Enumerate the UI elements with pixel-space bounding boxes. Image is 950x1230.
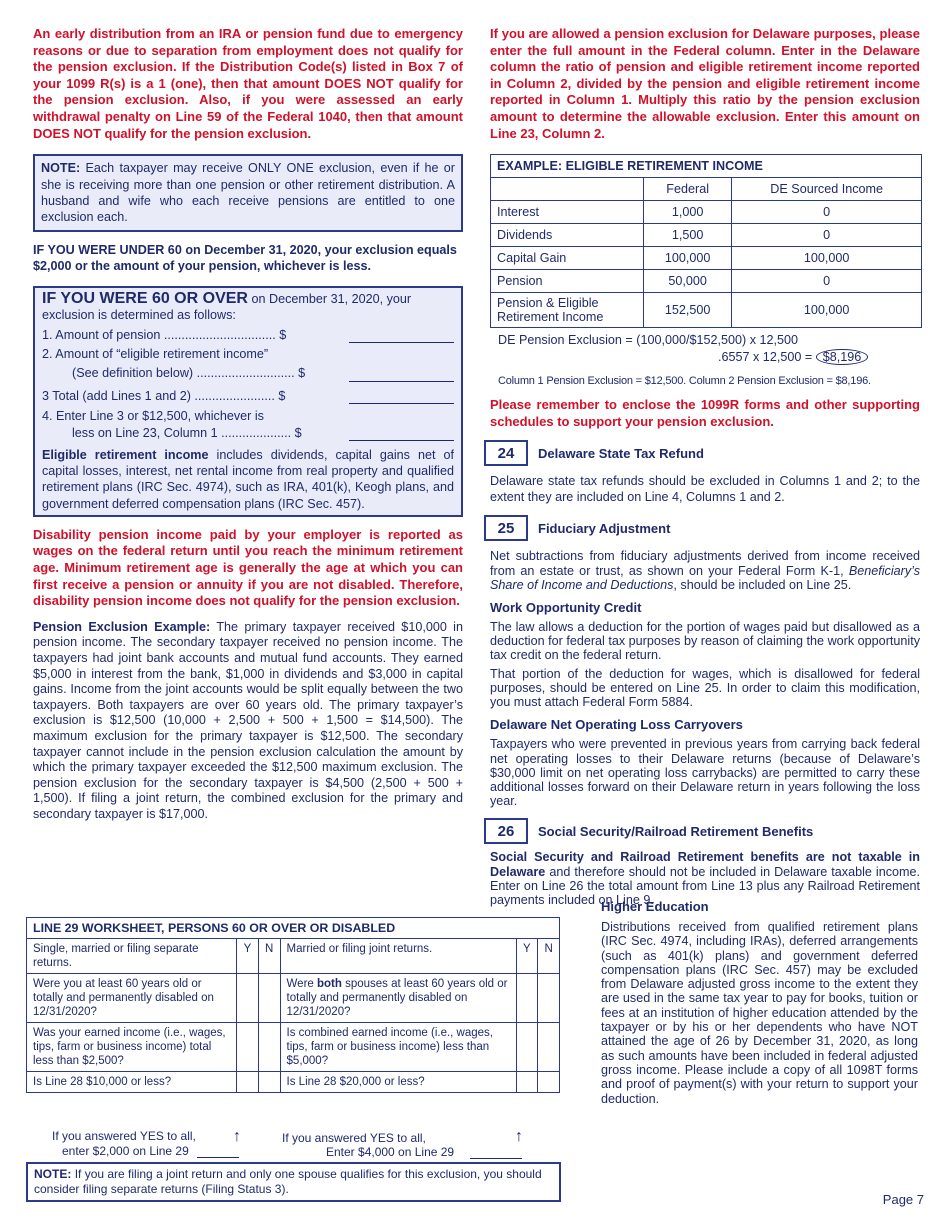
- checkbox-y[interactable]: [237, 1023, 259, 1072]
- line-4-label-b: less on Line 23, Column 1 .................... $: [72, 425, 302, 440]
- line-2-entry[interactable]: [349, 367, 454, 382]
- table-row: [491, 178, 922, 201]
- answer-joint-a: If you answered YES to all,: [282, 1131, 426, 1145]
- eligible-retirement-definition: [42, 447, 454, 512]
- worksheet-table: [26, 917, 560, 1093]
- woc-text-1: The law allows a deduction for the portion of wages paid but disallowed as a deduction for federal tax purposes by reason of claiming the work opportunity tax credit on the federal return.: [490, 620, 920, 663]
- s25-text-a: Net subtractions from fiduciary adjustments derived from income received from an estate or trust, as shown on your Federal Form K-1,: [490, 549, 920, 578]
- s26-text: and therefore should not be included in Delaware taxable income. Enter on Line 26 the total amount from Line 13 plus any Railroad Retirement payments included on Line 9.: [490, 864, 920, 907]
- disability-pension-warning: Disability pension income paid by your employer is reported as wages on the federal return until you reach the minimum retirement age. Minimum retirement age is generally the age at which you can first receive a pension or annuity if you are not disabled. Therefore, disability pension income does not qualify for the pension exclusion.: [33, 526, 463, 609]
- page-number: Page 7: [882, 1192, 924, 1207]
- under-60-rule: IF YOU WERE UNDER 60 on December 31, 2020, your exclusion equals $2,000 or the amount of your pension, whichever is less.: [33, 242, 457, 273]
- section-24-header: [490, 440, 920, 466]
- federal-header: Federal: [644, 178, 732, 201]
- row-label: Pension & Eligible Retirement Income: [491, 293, 644, 328]
- one-exclusion-note: [33, 154, 463, 232]
- s26-bold: Social Security and Railroad Retirement benefits are not taxable in Delaware: [490, 850, 920, 879]
- example-label: Pension Exclusion Example:: [33, 619, 211, 634]
- table-row: [491, 201, 922, 224]
- joint-header: Married or filing joint returns.: [280, 939, 516, 974]
- federal-value: 1,500: [644, 224, 732, 247]
- calc-result: $8,196: [816, 349, 869, 365]
- checkbox-y[interactable]: [516, 1072, 538, 1093]
- nol-title: Delaware Net Operating Loss Carryovers: [490, 717, 743, 733]
- section-24-text: Delaware state tax refunds should be excluded in Columns 1 and 2; to the extent they are included on Line 4, Columns 1 and 2.: [490, 474, 920, 504]
- de-value: 100,000: [732, 293, 922, 328]
- de-value: 0: [732, 270, 922, 293]
- checkbox-y[interactable]: [237, 974, 259, 1023]
- note-text: Each taxpayer may receive ONLY ONE exclusion, even if he or she is receiving more than one pension or other retirement distribution. A husband and wife who each receive pensions are entitled to one exclusion each.: [41, 161, 456, 225]
- higher-education-text: Distributions received from qualified retirement plans (IRC Sec. 4974, including IRAs), deferred arrangements (such as 401(k) plans) and government deferred compensation plans (IRC Sec. 457) may be excluded from Delaware adjusted gross income to the extent they are used in the same tax year to pay for books, tuition or fees at an institution of higher education attended by the taxpayer or by his or her dependents who have NOT attained the age of 26 by December 31, 2020, as long as such amounts have been included in federal adjusted gross income. Please include a copy of all 1098T forms and proof of payment(s) with your return to support your deduction.: [601, 920, 918, 1106]
- federal-value: 152,500: [644, 293, 732, 328]
- note-text: If you are filing a joint return and only one spouse qualifies for this exclusion, you should consider filing separate returns (Filing Status 3).: [34, 1167, 542, 1196]
- eri-text: includes dividends, capital gains net of capital losses, interest, net rental income from real property and qualified retirement plans (IRC Sec. 4974), such as IRA, 401(k), Keogh plans, and government deferred compensation plans (IRC Sec. 457).: [42, 448, 455, 511]
- up-arrow-icon: ↑: [515, 1128, 523, 1145]
- empty-header: [491, 178, 644, 201]
- federal-value: 100,000: [644, 247, 732, 270]
- joint-return-note: [26, 1162, 561, 1202]
- answer-single-b: enter $2,000 on Line 29: [62, 1144, 189, 1158]
- delaware-exclusion-instructions: If you are allowed a pension exclusion for Delaware purposes, please enter the full amount in the Federal column. Enter in the Delaware column the ratio of pension and eligible retirement income reported in Column 2, divided by the pension and eligible retirement income reported in Column 1. Multiply this ratio by the pension exclusion amount to determine the allowable exclusion. Enter this amount on Line 23, Column 2.: [490, 26, 920, 141]
- woc-title: Work Opportunity Credit: [490, 600, 642, 616]
- note-label: NOTE:: [41, 161, 81, 176]
- checkbox-n[interactable]: [538, 1023, 560, 1072]
- table-row: [491, 247, 922, 270]
- checkbox-n[interactable]: [258, 974, 280, 1023]
- line-4-row: [42, 425, 454, 441]
- early-distribution-warning: An early distribution from an IRA or pension fund due to emergency reasons or due to separation from employment does not qualify for the pension exclusion. If the Distribution Code(s) listed in Box 7 of your 1099 R(s) is a 1 (one), then that amount DOES NOT qualify for the pension exclusion. Also, if you were assessed an early withdrawal penalty on Line 59 of the Federal 1040, then that amount DOES NOT qualify for the pension exclusion.: [33, 26, 463, 141]
- s25-form-title: Beneficiary’s Share of Income and Deductions: [490, 563, 920, 592]
- line-2-label-a: 2. Amount of “eligible retirement income”: [42, 347, 269, 361]
- section-25-title: Fiduciary Adjustment: [538, 520, 671, 536]
- table-row: [27, 974, 560, 1023]
- income-question-single: Was your earned income (i.e., wages, tips, farm or business income) total less than $2,500?: [27, 1023, 237, 1072]
- line-2-row: [42, 365, 454, 381]
- de-value: 100,000: [732, 247, 922, 270]
- line-3-entry[interactable]: [349, 389, 454, 404]
- line-2-label-b: (See definition below) ............................ $: [72, 366, 306, 381]
- row-label: Dividends: [491, 224, 644, 247]
- column-exclusion-note: Column 1 Pension Exclusion = $12,500. Column 2 Pension Exclusion = $8,196.: [498, 375, 871, 388]
- section-25-number: 25: [484, 515, 528, 541]
- higher-education-section: [601, 899, 918, 1106]
- over-60-intro: on December 31, 2020, your exclusion is determined as follows:: [42, 291, 412, 323]
- section-24-title: Delaware State Tax Refund: [538, 445, 704, 461]
- nol-text: Taxpayers who were prevented in previous years from carrying back federal net operating losses to their Delaware returns (because of Delaware’s $30,000 limit on net operating loss carrybacks) are permitted to carry these additional losses forward on their Delaware return in years following the loss year.: [490, 737, 920, 809]
- s25-text-b: , should be included on Line 25.: [673, 577, 852, 592]
- row-label: Capital Gain: [491, 247, 644, 270]
- up-arrow-icon: ↑: [233, 1128, 241, 1145]
- checkbox-n[interactable]: [538, 1072, 560, 1093]
- pension-exclusion-example: [33, 620, 463, 823]
- line-1-label: 1. Amount of pension ................................ $: [42, 327, 287, 342]
- section-25-header: [490, 515, 920, 541]
- answer-joint-blank[interactable]: [470, 1158, 522, 1159]
- q-bold: both: [317, 978, 342, 990]
- line-1-entry[interactable]: [349, 328, 454, 343]
- de-value: 0: [732, 201, 922, 224]
- checkbox-y[interactable]: [516, 1023, 538, 1072]
- single-header: Single, married or filing separate returns.: [27, 939, 237, 974]
- joint-n-header: N: [538, 939, 560, 974]
- worksheet-title: LINE 29 WORKSHEET, PERSONS 60 OR OVER OR DISABLED: [27, 918, 560, 939]
- eri-label: Eligible retirement income: [42, 448, 209, 463]
- single-n-header: N: [258, 939, 280, 974]
- right-column: [490, 26, 920, 907]
- line28-question-single: Is Line 28 $10,000 or less?: [27, 1072, 237, 1093]
- answer-single-a: If you answered YES to all,: [52, 1129, 196, 1143]
- checkbox-y[interactable]: [516, 974, 538, 1023]
- joint-y-header: Y: [516, 939, 538, 974]
- woc-text-2: That portion of the deduction for wages, which is disallowed for federal purposes, should be entered on Line 25. In order to claim this modification, you must attach Federal Form 5884.: [490, 667, 920, 710]
- q-text: Were: [286, 978, 317, 990]
- note-label: NOTE:: [34, 1167, 72, 1181]
- eligible-income-example-table: [490, 154, 922, 328]
- answer-single-blank[interactable]: [197, 1157, 239, 1158]
- section-26-title: Social Security/Railroad Retirement Benefits: [538, 823, 814, 839]
- over-60-title: IF YOU WERE 60 OR OVER: [42, 289, 248, 307]
- table-row: [491, 224, 922, 247]
- line28-question-joint: Is Line 28 $20,000 or less?: [280, 1072, 516, 1093]
- line-1-row: [42, 327, 454, 343]
- table-row: [491, 270, 922, 293]
- table-row: [27, 1072, 560, 1093]
- table-row: [27, 939, 560, 974]
- checkbox-y[interactable]: [237, 1072, 259, 1093]
- answer-joint-b: Enter $4,000 on Line 29: [326, 1145, 455, 1159]
- exclusion-calc-line-1: DE Pension Exclusion = (100,000/$152,500) x 12,500: [498, 333, 799, 348]
- age-question-single: Were you at least 60 years old or totally and permanently disabled on 12/31/2020?: [27, 974, 237, 1023]
- line-4-entry[interactable]: [349, 426, 454, 441]
- line-3-row: [42, 388, 454, 404]
- row-label: Pension: [491, 270, 644, 293]
- table-row: [491, 293, 922, 328]
- de-value: 0: [732, 224, 922, 247]
- example-table-title: EXAMPLE: ELIGIBLE RETIREMENT INCOME: [491, 155, 922, 178]
- line-29-worksheet: [26, 905, 560, 1093]
- higher-education-title: Higher Education: [601, 899, 709, 914]
- section-26-header: [490, 818, 920, 844]
- line-4-label-a: 4. Enter Line 3 or $12,500, whichever is: [42, 409, 264, 424]
- section-25-text: [490, 549, 920, 592]
- age-question-joint: [280, 974, 516, 1023]
- single-y-header: Y: [237, 939, 259, 974]
- line-3-label: 3 Total (add Lines 1 and 2) ....................... $: [42, 388, 286, 403]
- q-text: spouses at least 60 years old or totally and permanently disabled on 12/31/2020?: [286, 978, 508, 1018]
- example-text: The primary taxpayer received $10,000 in pension income. The secondary taxpayer received no pension income. The taxpayers had joint bank accounts and mutual fund accounts. They earned $5,000 in interest from the bank, $1,000 in dividends and $3,000 in capital gains. Income from the joint accounts would be split equally between the two taxpayers. Both taxpayers are over 60 years old. The primary taxpayer’s exclusion is $12,500 (10,000 + 2,500 + 500 + 1,500 = $14,500). The maximum exclusion for the primary taxpayer is $12,500. The secondary taxpayer cannot include in the pension exclusion calculation the amount by which the primary taxpayer exceeded the $12,500 maximum exclusion. The pension exclusion for the secondary taxpayer is $4,500 (2,500 + 500 + 1,500). If filing a joint return, the combined exclusion for the primary and secondary taxpayer is $17,000.: [33, 619, 463, 821]
- enclose-forms-reminder: Please remember to enclose the 1099R forms and other supporting schedules to support your pension exclusion.: [490, 397, 920, 429]
- checkbox-n[interactable]: [258, 1023, 280, 1072]
- table-row: [27, 1023, 560, 1072]
- over-60-worksheet: [33, 286, 463, 517]
- federal-value: 50,000: [644, 270, 732, 293]
- section-26-number: 26: [484, 818, 528, 844]
- federal-value: 1,000: [644, 201, 732, 224]
- exclusion-calc-line-2: [490, 349, 920, 365]
- de-header: DE Sourced Income: [732, 178, 922, 201]
- row-label: Interest: [491, 201, 644, 224]
- section-24-number: 24: [484, 440, 528, 466]
- income-question-joint: Is combined earned income (i.e., wages, tips, farm or business income) less than $5,000?: [280, 1023, 516, 1072]
- checkbox-n[interactable]: [538, 974, 560, 1023]
- checkbox-n[interactable]: [258, 1072, 280, 1093]
- calc-ratio: .6557 x 12,500 =: [718, 350, 813, 365]
- left-column: [33, 26, 463, 823]
